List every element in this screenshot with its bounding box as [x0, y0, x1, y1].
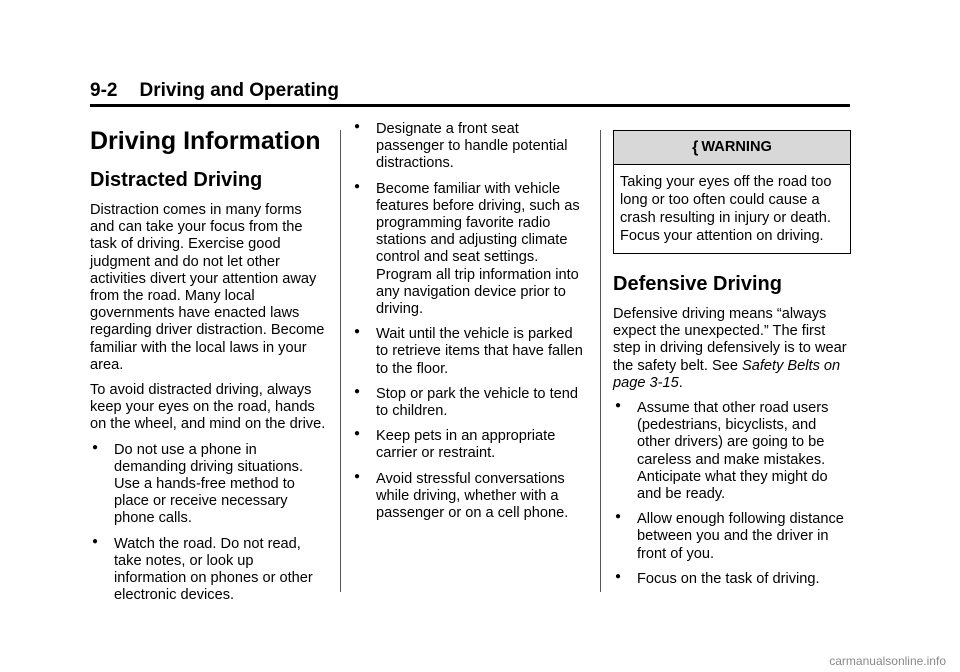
- distracted-paragraph-2: To avoid distracted driving, always keep your eyes on the road, hands on the wheel, and mind on the drive.: [90, 382, 326, 433]
- list-item: [352, 121, 588, 173]
- list-item: [613, 571, 851, 588]
- distracted-driving-heading: Distracted Driving: [90, 169, 263, 191]
- distracted-list-part-2: [352, 121, 588, 522]
- list-item-text: Allow enough following distance between you and the driver in front of you.: [637, 511, 844, 562]
- page-number: 9-2: [90, 80, 118, 101]
- section-title: Driving and Operating: [139, 80, 339, 101]
- list-item: [90, 442, 328, 528]
- warning-title: WARNING: [701, 138, 772, 155]
- column-3: [613, 130, 851, 596]
- warning-header: [614, 131, 850, 165]
- bullet-icon: ●: [354, 180, 361, 192]
- list-item: [90, 536, 328, 605]
- defensive-driving-heading: Defensive Driving: [613, 273, 782, 295]
- bullet-icon: ●: [615, 400, 622, 412]
- defensive-paragraph: [613, 306, 851, 392]
- column-1: [90, 120, 328, 612]
- list-item: [352, 471, 588, 523]
- list-item-text: Wait until the vehicle is parked to retrieve items that have fallen to the floor.: [376, 326, 583, 377]
- warning-icon: {: [692, 138, 699, 156]
- distracted-paragraph-1: Distraction comes in many forms and can take your focus from the task of driving. Exercise good judgment and do not let other activities divert your attention away from the road. Many local governments have enacted laws regarding driver distraction. Become familiar with the local laws in your area.: [90, 202, 325, 373]
- list-item-text: Watch the road. Do not read, take notes, or look up information on phones or other electronic devices.: [114, 535, 313, 604]
- list-item-text: Assume that other road users (pedestrians, bicyclists, and other drivers) are going to be careless and make mistakes. Anticipate what they might do and be ready.: [637, 400, 829, 503]
- page-header: [90, 80, 339, 102]
- bullet-icon: ●: [92, 535, 99, 547]
- page-title: Driving Information: [90, 127, 321, 155]
- watermark: carmanualsonline.info: [829, 654, 946, 668]
- list-item-text: Stop or park the vehicle to tend to children.: [376, 385, 579, 420]
- bullet-icon: ●: [354, 470, 361, 482]
- list-item: [352, 326, 588, 378]
- column-divider: [600, 130, 601, 592]
- list-item-text: Keep pets in an appropriate carrier or restraint.: [376, 428, 556, 462]
- list-item-text: Do not use a phone in demanding driving situations. Use a hands-free method to place or receive necessary phone calls.: [114, 441, 304, 527]
- safety-belts-reference: Safety Belts on page 3-15: [613, 357, 841, 391]
- list-item: [352, 181, 588, 319]
- bullet-icon: ●: [354, 385, 361, 397]
- list-item-text: Focus on the task of driving.: [637, 570, 820, 587]
- column-divider: [340, 130, 341, 592]
- list-item: [352, 428, 588, 462]
- list-item-text: Avoid stressful conversations while driving, whether with a passenger or on a cell phone.: [376, 470, 569, 522]
- defensive-list: [613, 400, 851, 588]
- list-item: [613, 511, 851, 563]
- defensive-paragraph-end: .: [678, 374, 683, 391]
- bullet-icon: ●: [615, 570, 622, 582]
- warning-text: Taking your eyes off the road too long or too often could cause a crash resulting in injury or death. Focus your attention on driving.: [620, 174, 832, 244]
- list-item: [613, 400, 851, 503]
- bullet-icon: ●: [354, 326, 361, 338]
- defensive-paragraph-text: Defensive driving means “always expect the unexpected.” The first step in driving defensively is to wear the safety belt. See: [613, 306, 847, 374]
- list-item: [352, 386, 588, 420]
- distracted-list-part-1: [90, 442, 328, 605]
- header-rule: [90, 104, 850, 107]
- list-item-text: Become familiar with vehicle features before driving, such as programming favorite radio stations and adjusting climate control and seat settings. Program all trip information into any navigation device prior to driving.: [376, 180, 580, 318]
- warning-box: [613, 130, 851, 254]
- column-2: [352, 121, 588, 530]
- list-item-text: Designate a front seat passenger to handle potential distractions.: [376, 121, 568, 172]
- bullet-icon: ●: [615, 511, 622, 523]
- bullet-icon: ●: [92, 441, 99, 453]
- bullet-icon: ●: [354, 428, 361, 440]
- bullet-icon: ●: [354, 121, 361, 132]
